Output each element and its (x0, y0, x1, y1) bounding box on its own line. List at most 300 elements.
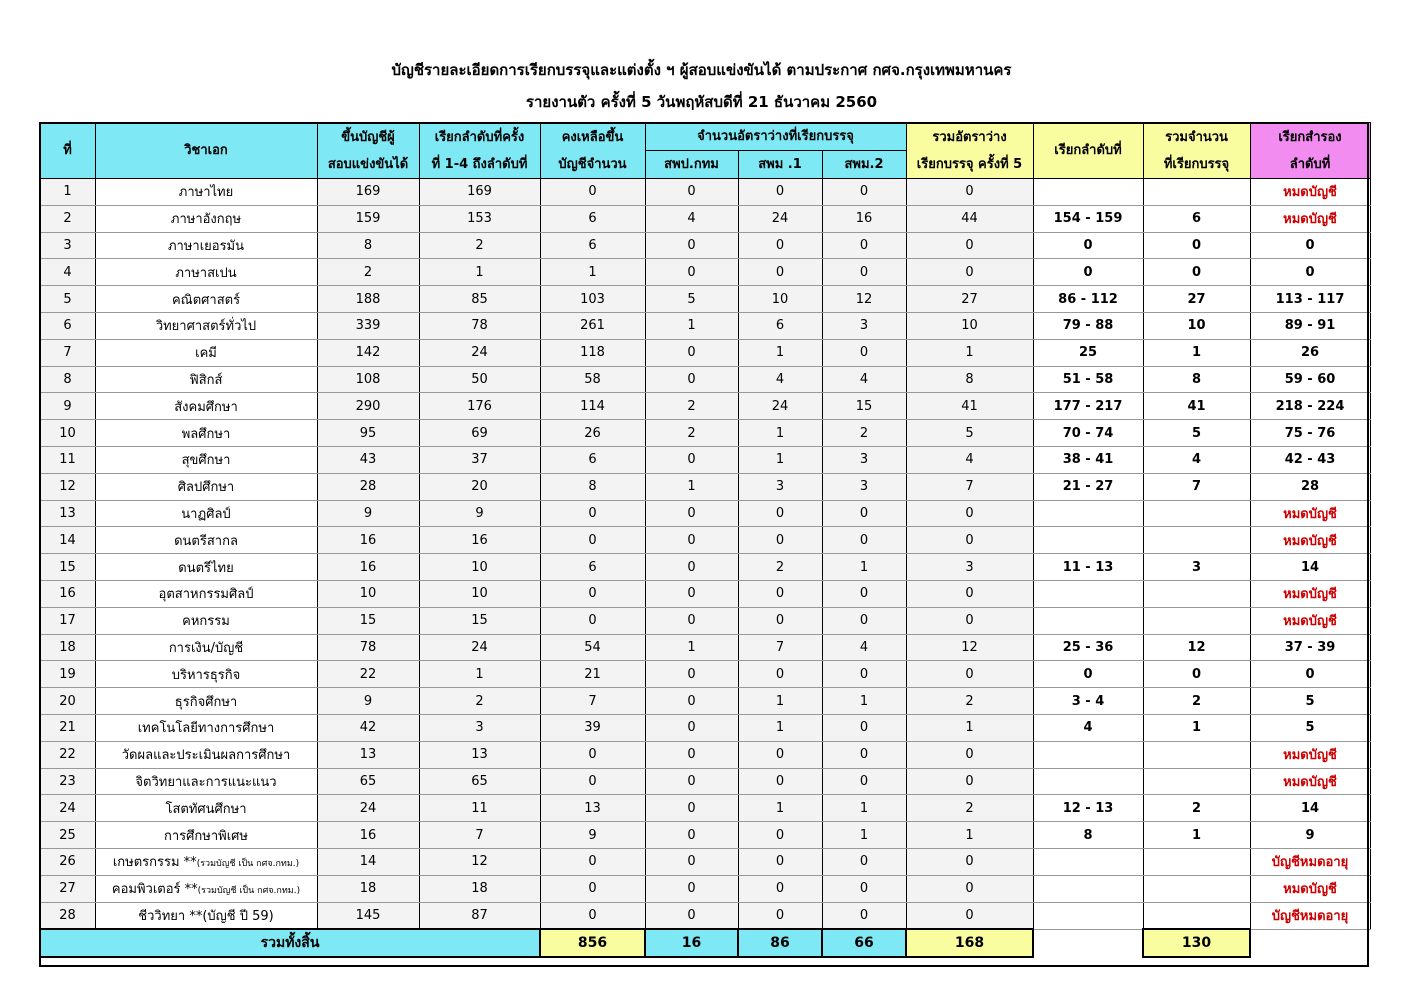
order-cell: 12 - 13 (1033, 795, 1143, 822)
list-cell: 16 (317, 822, 419, 849)
sum-cell: 5 (1143, 420, 1250, 447)
no-cell: 10 (40, 420, 95, 447)
v1-cell: 0 (645, 366, 738, 393)
v1-cell: 0 (645, 768, 738, 795)
subject-cell: ดนตรีสากล (95, 527, 317, 554)
v1-cell: 0 (645, 661, 738, 688)
v3-cell: 0 (822, 661, 906, 688)
order-cell: 21 - 27 (1033, 473, 1143, 500)
no-cell: 2 (40, 205, 95, 232)
subject-cell: ธุรกิจศึกษา (95, 688, 317, 715)
v1-cell: 0 (645, 554, 738, 581)
total-cell: 0 (906, 902, 1033, 929)
table-row (40, 554, 1370, 581)
v2-cell: 1 (738, 714, 822, 741)
v3-cell: 3 (822, 446, 906, 473)
table-row (40, 634, 1370, 661)
subject-cell: ดนตรีไทย (95, 554, 317, 581)
v2-cell: 0 (738, 259, 822, 286)
list-cell: 13 (317, 741, 419, 768)
reserve-cell: หมดบัญชี (1250, 500, 1370, 527)
reserve-cell: 0 (1250, 259, 1370, 286)
order-cell: 4 (1033, 714, 1143, 741)
called-cell: 10 (419, 554, 540, 581)
sum-cell (1143, 741, 1250, 768)
no-cell: 16 (40, 580, 95, 607)
order-cell: 154 - 159 (1033, 205, 1143, 232)
remain-cell: 9 (540, 822, 645, 849)
table-row (40, 741, 1370, 768)
sum-cell: 10 (1143, 312, 1250, 339)
v2-cell: 6 (738, 312, 822, 339)
totals-row (40, 929, 1370, 957)
remain-cell: 8 (540, 473, 645, 500)
v1-cell: 0 (645, 848, 738, 875)
v3-cell: 0 (822, 232, 906, 259)
reserve-cell: หมดบัญชี (1250, 875, 1370, 902)
col-total5-header: รวมอัตราว่าง เรียกบรรจุ ครั้งที่ 5 (906, 123, 1033, 179)
order-cell (1033, 875, 1143, 902)
v1-cell: 1 (645, 473, 738, 500)
called-cell: 1 (419, 259, 540, 286)
total-cell: 8 (906, 366, 1033, 393)
v3-cell: 0 (822, 259, 906, 286)
list-cell: 339 (317, 312, 419, 339)
called-cell: 37 (419, 446, 540, 473)
subject-cell: พลศึกษา (95, 420, 317, 447)
col-remain-header: คงเหลือขึ้น บัญชีจำนวน (540, 123, 645, 179)
col-sum-header: รวมจำนวน ที่เรียกบรรจุ (1143, 123, 1250, 179)
subject-cell: วัดผลและประเมินผลการศึกษา (95, 741, 317, 768)
list-cell: 108 (317, 366, 419, 393)
subject-cell: คอมพิวเตอร์ **(รวมบัญชี เป็น กศจ.กทม.) (95, 875, 317, 902)
order-cell (1033, 607, 1143, 634)
v3-cell: 0 (822, 768, 906, 795)
table-row (40, 366, 1370, 393)
order-cell: 177 - 217 (1033, 393, 1143, 420)
reserve-cell: 14 (1250, 554, 1370, 581)
no-cell: 21 (40, 714, 95, 741)
v3-cell: 0 (822, 179, 906, 206)
table-row (40, 312, 1370, 339)
v2-cell: 0 (738, 527, 822, 554)
no-cell: 18 (40, 634, 95, 661)
col-v2-header: สพม .1 (738, 151, 822, 179)
col-v3-header: สพม.2 (822, 151, 906, 179)
remain-cell: 0 (540, 500, 645, 527)
v3-cell: 2 (822, 420, 906, 447)
reserve-cell: 5 (1250, 714, 1370, 741)
remain-cell: 0 (540, 179, 645, 206)
v3-cell: 1 (822, 688, 906, 715)
reserve-cell: 75 - 76 (1250, 420, 1370, 447)
sum-cell: 7 (1143, 473, 1250, 500)
called-cell: 3 (419, 714, 540, 741)
v3-cell: 1 (822, 822, 906, 849)
v3-cell: 15 (822, 393, 906, 420)
table-row (40, 473, 1370, 500)
v3-cell: 0 (822, 902, 906, 929)
totals-v2: 86 (738, 929, 822, 957)
sum-cell (1143, 848, 1250, 875)
v3-cell: 4 (822, 634, 906, 661)
reserve-cell: 218 - 224 (1250, 393, 1370, 420)
remain-cell: 114 (540, 393, 645, 420)
col-order-header: เรียกลำดับที่ (1033, 123, 1143, 179)
total-cell: 3 (906, 554, 1033, 581)
remain-cell: 6 (540, 554, 645, 581)
total-cell: 27 (906, 286, 1033, 313)
total-cell: 0 (906, 580, 1033, 607)
table-row (40, 259, 1370, 286)
table-row (40, 714, 1370, 741)
list-cell: 290 (317, 393, 419, 420)
reserve-cell: 113 - 117 (1250, 286, 1370, 313)
remain-cell: 0 (540, 848, 645, 875)
report-subtitle: รายงานตัว ครั้งที่ 5 วันพฤหัสบดีที่ 21 ธันวาคม 2560 (525, 93, 878, 111)
reserve-cell: หมดบัญชี (1250, 205, 1370, 232)
subject-cell: สุขศึกษา (95, 446, 317, 473)
sum-cell: 3 (1143, 554, 1250, 581)
no-cell: 25 (40, 822, 95, 849)
order-cell: 8 (1033, 822, 1143, 849)
reserve-cell: บัญชีหมดอายุ (1250, 902, 1370, 929)
v3-cell: 1 (822, 795, 906, 822)
total-cell: 0 (906, 232, 1033, 259)
sum-cell: 12 (1143, 634, 1250, 661)
sum-cell: 0 (1143, 259, 1250, 286)
v1-cell: 0 (645, 179, 738, 206)
remain-cell: 13 (540, 795, 645, 822)
sum-cell: 4 (1143, 446, 1250, 473)
total-cell: 0 (906, 741, 1033, 768)
total-cell: 0 (906, 259, 1033, 286)
v3-cell: 0 (822, 848, 906, 875)
total-cell: 0 (906, 607, 1033, 634)
v3-cell: 12 (822, 286, 906, 313)
remain-cell: 0 (540, 768, 645, 795)
reserve-cell: หมดบัญชี (1250, 580, 1370, 607)
list-cell: 169 (317, 179, 419, 206)
v2-cell: 2 (738, 554, 822, 581)
sum-cell (1143, 607, 1250, 634)
sum-cell: 2 (1143, 795, 1250, 822)
v2-cell: 0 (738, 232, 822, 259)
subject-cell: เคมี (95, 339, 317, 366)
no-cell: 7 (40, 339, 95, 366)
v1-cell: 0 (645, 580, 738, 607)
table-row (40, 527, 1370, 554)
total-cell: 4 (906, 446, 1033, 473)
col-subject-header: วิชาเอก (95, 123, 317, 179)
called-cell: 1 (419, 661, 540, 688)
list-cell: 16 (317, 554, 419, 581)
remain-cell: 6 (540, 232, 645, 259)
v1-cell: 1 (645, 634, 738, 661)
sum-cell: 2 (1143, 688, 1250, 715)
called-cell: 15 (419, 607, 540, 634)
table-row (40, 688, 1370, 715)
list-cell: 65 (317, 768, 419, 795)
order-cell: 51 - 58 (1033, 366, 1143, 393)
v1-cell: 0 (645, 607, 738, 634)
no-cell: 26 (40, 848, 95, 875)
remain-cell: 58 (540, 366, 645, 393)
order-cell: 0 (1033, 661, 1143, 688)
reserve-cell: 28 (1250, 473, 1370, 500)
v2-cell: 24 (738, 393, 822, 420)
list-cell: 22 (317, 661, 419, 688)
v2-cell: 0 (738, 741, 822, 768)
reserve-cell: 14 (1250, 795, 1370, 822)
called-cell: 24 (419, 634, 540, 661)
subject-cell: ภาษาสเปน (95, 259, 317, 286)
reserve-cell: บัญชีหมดอายุ (1250, 848, 1370, 875)
subject-cell: ภาษาเยอรมัน (95, 232, 317, 259)
v3-cell: 0 (822, 741, 906, 768)
called-cell: 9 (419, 500, 540, 527)
remain-cell: 0 (540, 875, 645, 902)
no-cell: 13 (40, 500, 95, 527)
called-cell: 78 (419, 312, 540, 339)
v1-cell: 0 (645, 714, 738, 741)
total-cell: 0 (906, 661, 1033, 688)
sum-cell: 1 (1143, 714, 1250, 741)
total-cell: 1 (906, 339, 1033, 366)
order-cell (1033, 580, 1143, 607)
no-cell: 12 (40, 473, 95, 500)
totals-total: 168 (906, 929, 1033, 957)
v3-cell: 3 (822, 473, 906, 500)
subject-cell: คหกรรม (95, 607, 317, 634)
called-cell: 13 (419, 741, 540, 768)
v1-cell: 0 (645, 259, 738, 286)
order-cell (1033, 179, 1143, 206)
order-cell: 0 (1033, 232, 1143, 259)
col-reserve-header: เรียกสำรอง ลำดับที่ (1250, 123, 1370, 179)
subject-cell: เกษตรกรรม **(รวมบัญชี เป็น กศจ.กทม.) (95, 848, 317, 875)
reserve-cell: 0 (1250, 661, 1370, 688)
v1-cell: 0 (645, 527, 738, 554)
v2-cell: 0 (738, 848, 822, 875)
v1-cell: 2 (645, 393, 738, 420)
called-cell: 10 (419, 580, 540, 607)
v2-cell: 0 (738, 661, 822, 688)
table-row (40, 179, 1370, 206)
sum-cell (1143, 875, 1250, 902)
v2-cell: 1 (738, 795, 822, 822)
v2-cell: 0 (738, 902, 822, 929)
v1-cell: 0 (645, 741, 738, 768)
remain-cell: 54 (540, 634, 645, 661)
remain-cell: 0 (540, 607, 645, 634)
table-row (40, 661, 1370, 688)
no-cell: 15 (40, 554, 95, 581)
sum-cell (1143, 527, 1250, 554)
called-cell: 20 (419, 473, 540, 500)
table-row (40, 232, 1370, 259)
reserve-cell: 26 (1250, 339, 1370, 366)
subject-cell: การศึกษาพิเศษ (95, 822, 317, 849)
sum-cell (1143, 580, 1250, 607)
subject-cell: โสตทัศนศึกษา (95, 795, 317, 822)
total-cell: 1 (906, 822, 1033, 849)
table-row (40, 607, 1370, 634)
v3-cell: 0 (822, 714, 906, 741)
order-cell (1033, 527, 1143, 554)
called-cell: 18 (419, 875, 540, 902)
v2-cell: 24 (738, 205, 822, 232)
total-cell: 0 (906, 848, 1033, 875)
remain-cell: 26 (540, 420, 645, 447)
col-list-header: ขึ้นบัญชีผู้ สอบแข่งขันได้ (317, 123, 419, 179)
remain-cell: 1 (540, 259, 645, 286)
list-cell: 10 (317, 580, 419, 607)
v1-cell: 0 (645, 232, 738, 259)
table-row (40, 339, 1370, 366)
v3-cell: 1 (822, 554, 906, 581)
table-row (40, 822, 1370, 849)
order-cell (1033, 741, 1143, 768)
table-row (40, 875, 1370, 902)
called-cell: 85 (419, 286, 540, 313)
no-cell: 20 (40, 688, 95, 715)
v3-cell: 0 (822, 339, 906, 366)
list-cell: 9 (317, 500, 419, 527)
no-cell: 3 (40, 232, 95, 259)
total-cell: 0 (906, 527, 1033, 554)
order-cell (1033, 768, 1143, 795)
total-cell: 10 (906, 312, 1033, 339)
sum-cell: 1 (1143, 822, 1250, 849)
total-cell: 0 (906, 179, 1033, 206)
list-cell: 8 (317, 232, 419, 259)
v1-cell: 0 (645, 688, 738, 715)
order-cell (1033, 500, 1143, 527)
recruitment-table (39, 122, 1371, 958)
subject-note: (รวมบัญชี เป็น กศจ.กทม.) (196, 859, 300, 870)
sum-cell (1143, 902, 1250, 929)
table-row (40, 446, 1370, 473)
table-row (40, 902, 1370, 929)
remain-cell: 7 (540, 688, 645, 715)
totals-sum: 130 (1143, 929, 1250, 957)
no-cell: 17 (40, 607, 95, 634)
v3-cell: 0 (822, 875, 906, 902)
table-row (40, 286, 1370, 313)
table-row (40, 500, 1370, 527)
no-cell: 1 (40, 179, 95, 206)
remain-cell: 0 (540, 741, 645, 768)
total-cell: 12 (906, 634, 1033, 661)
subject-cell: วิทยาศาสตร์ทั่วไป (95, 312, 317, 339)
no-cell: 11 (40, 446, 95, 473)
v3-cell: 16 (822, 205, 906, 232)
called-cell: 24 (419, 339, 540, 366)
subject-cell: ภาษาไทย (95, 179, 317, 206)
v1-cell: 0 (645, 500, 738, 527)
v2-cell: 0 (738, 607, 822, 634)
subject-cell: ภาษาอังกฤษ (95, 205, 317, 232)
v1-cell: 0 (645, 795, 738, 822)
list-cell: 78 (317, 634, 419, 661)
order-cell: 11 - 13 (1033, 554, 1143, 581)
v3-cell: 0 (822, 527, 906, 554)
order-cell: 70 - 74 (1033, 420, 1143, 447)
table-row (40, 420, 1370, 447)
called-cell: 87 (419, 902, 540, 929)
no-cell: 5 (40, 286, 95, 313)
v2-cell: 1 (738, 688, 822, 715)
total-cell: 7 (906, 473, 1033, 500)
no-cell: 19 (40, 661, 95, 688)
v3-cell: 0 (822, 500, 906, 527)
sum-cell (1143, 500, 1250, 527)
remain-cell: 39 (540, 714, 645, 741)
v1-cell: 1 (645, 312, 738, 339)
no-cell: 22 (40, 741, 95, 768)
totals-label: รวมทั้งสิ้น (40, 929, 540, 957)
totals-v3: 66 (822, 929, 906, 957)
total-cell: 2 (906, 688, 1033, 715)
total-cell: 44 (906, 205, 1033, 232)
called-cell: 7 (419, 822, 540, 849)
v2-cell: 1 (738, 446, 822, 473)
table-body (40, 179, 1370, 930)
called-cell: 69 (419, 420, 540, 447)
order-cell: 25 (1033, 339, 1143, 366)
remain-cell: 118 (540, 339, 645, 366)
v2-cell: 3 (738, 473, 822, 500)
remain-cell: 103 (540, 286, 645, 313)
reserve-cell: หมดบัญชี (1250, 607, 1370, 634)
called-cell: 12 (419, 848, 540, 875)
list-cell: 159 (317, 205, 419, 232)
sum-cell (1143, 179, 1250, 206)
remain-cell: 6 (540, 446, 645, 473)
called-cell: 153 (419, 205, 540, 232)
order-cell: 38 - 41 (1033, 446, 1143, 473)
called-cell: 16 (419, 527, 540, 554)
v1-cell: 0 (645, 446, 738, 473)
table-row (40, 848, 1370, 875)
subject-cell: ศิลปศึกษา (95, 473, 317, 500)
list-cell: 42 (317, 714, 419, 741)
v1-cell: 0 (645, 339, 738, 366)
reserve-cell: หมดบัญชี (1250, 179, 1370, 206)
table-row (40, 393, 1370, 420)
totals-empty-order (1033, 929, 1143, 957)
reserve-cell: หมดบัญชี (1250, 741, 1370, 768)
list-cell: 9 (317, 688, 419, 715)
list-cell: 15 (317, 607, 419, 634)
no-cell: 4 (40, 259, 95, 286)
reserve-cell: 0 (1250, 232, 1370, 259)
sum-cell: 0 (1143, 661, 1250, 688)
list-cell: 14 (317, 848, 419, 875)
order-cell: 86 - 112 (1033, 286, 1143, 313)
v2-cell: 0 (738, 500, 822, 527)
v3-cell: 4 (822, 366, 906, 393)
reserve-cell: 9 (1250, 822, 1370, 849)
reserve-cell: หมดบัญชี (1250, 768, 1370, 795)
called-cell: 50 (419, 366, 540, 393)
v3-cell: 0 (822, 580, 906, 607)
total-cell: 0 (906, 500, 1033, 527)
no-cell: 23 (40, 768, 95, 795)
list-cell: 24 (317, 795, 419, 822)
v2-cell: 0 (738, 580, 822, 607)
